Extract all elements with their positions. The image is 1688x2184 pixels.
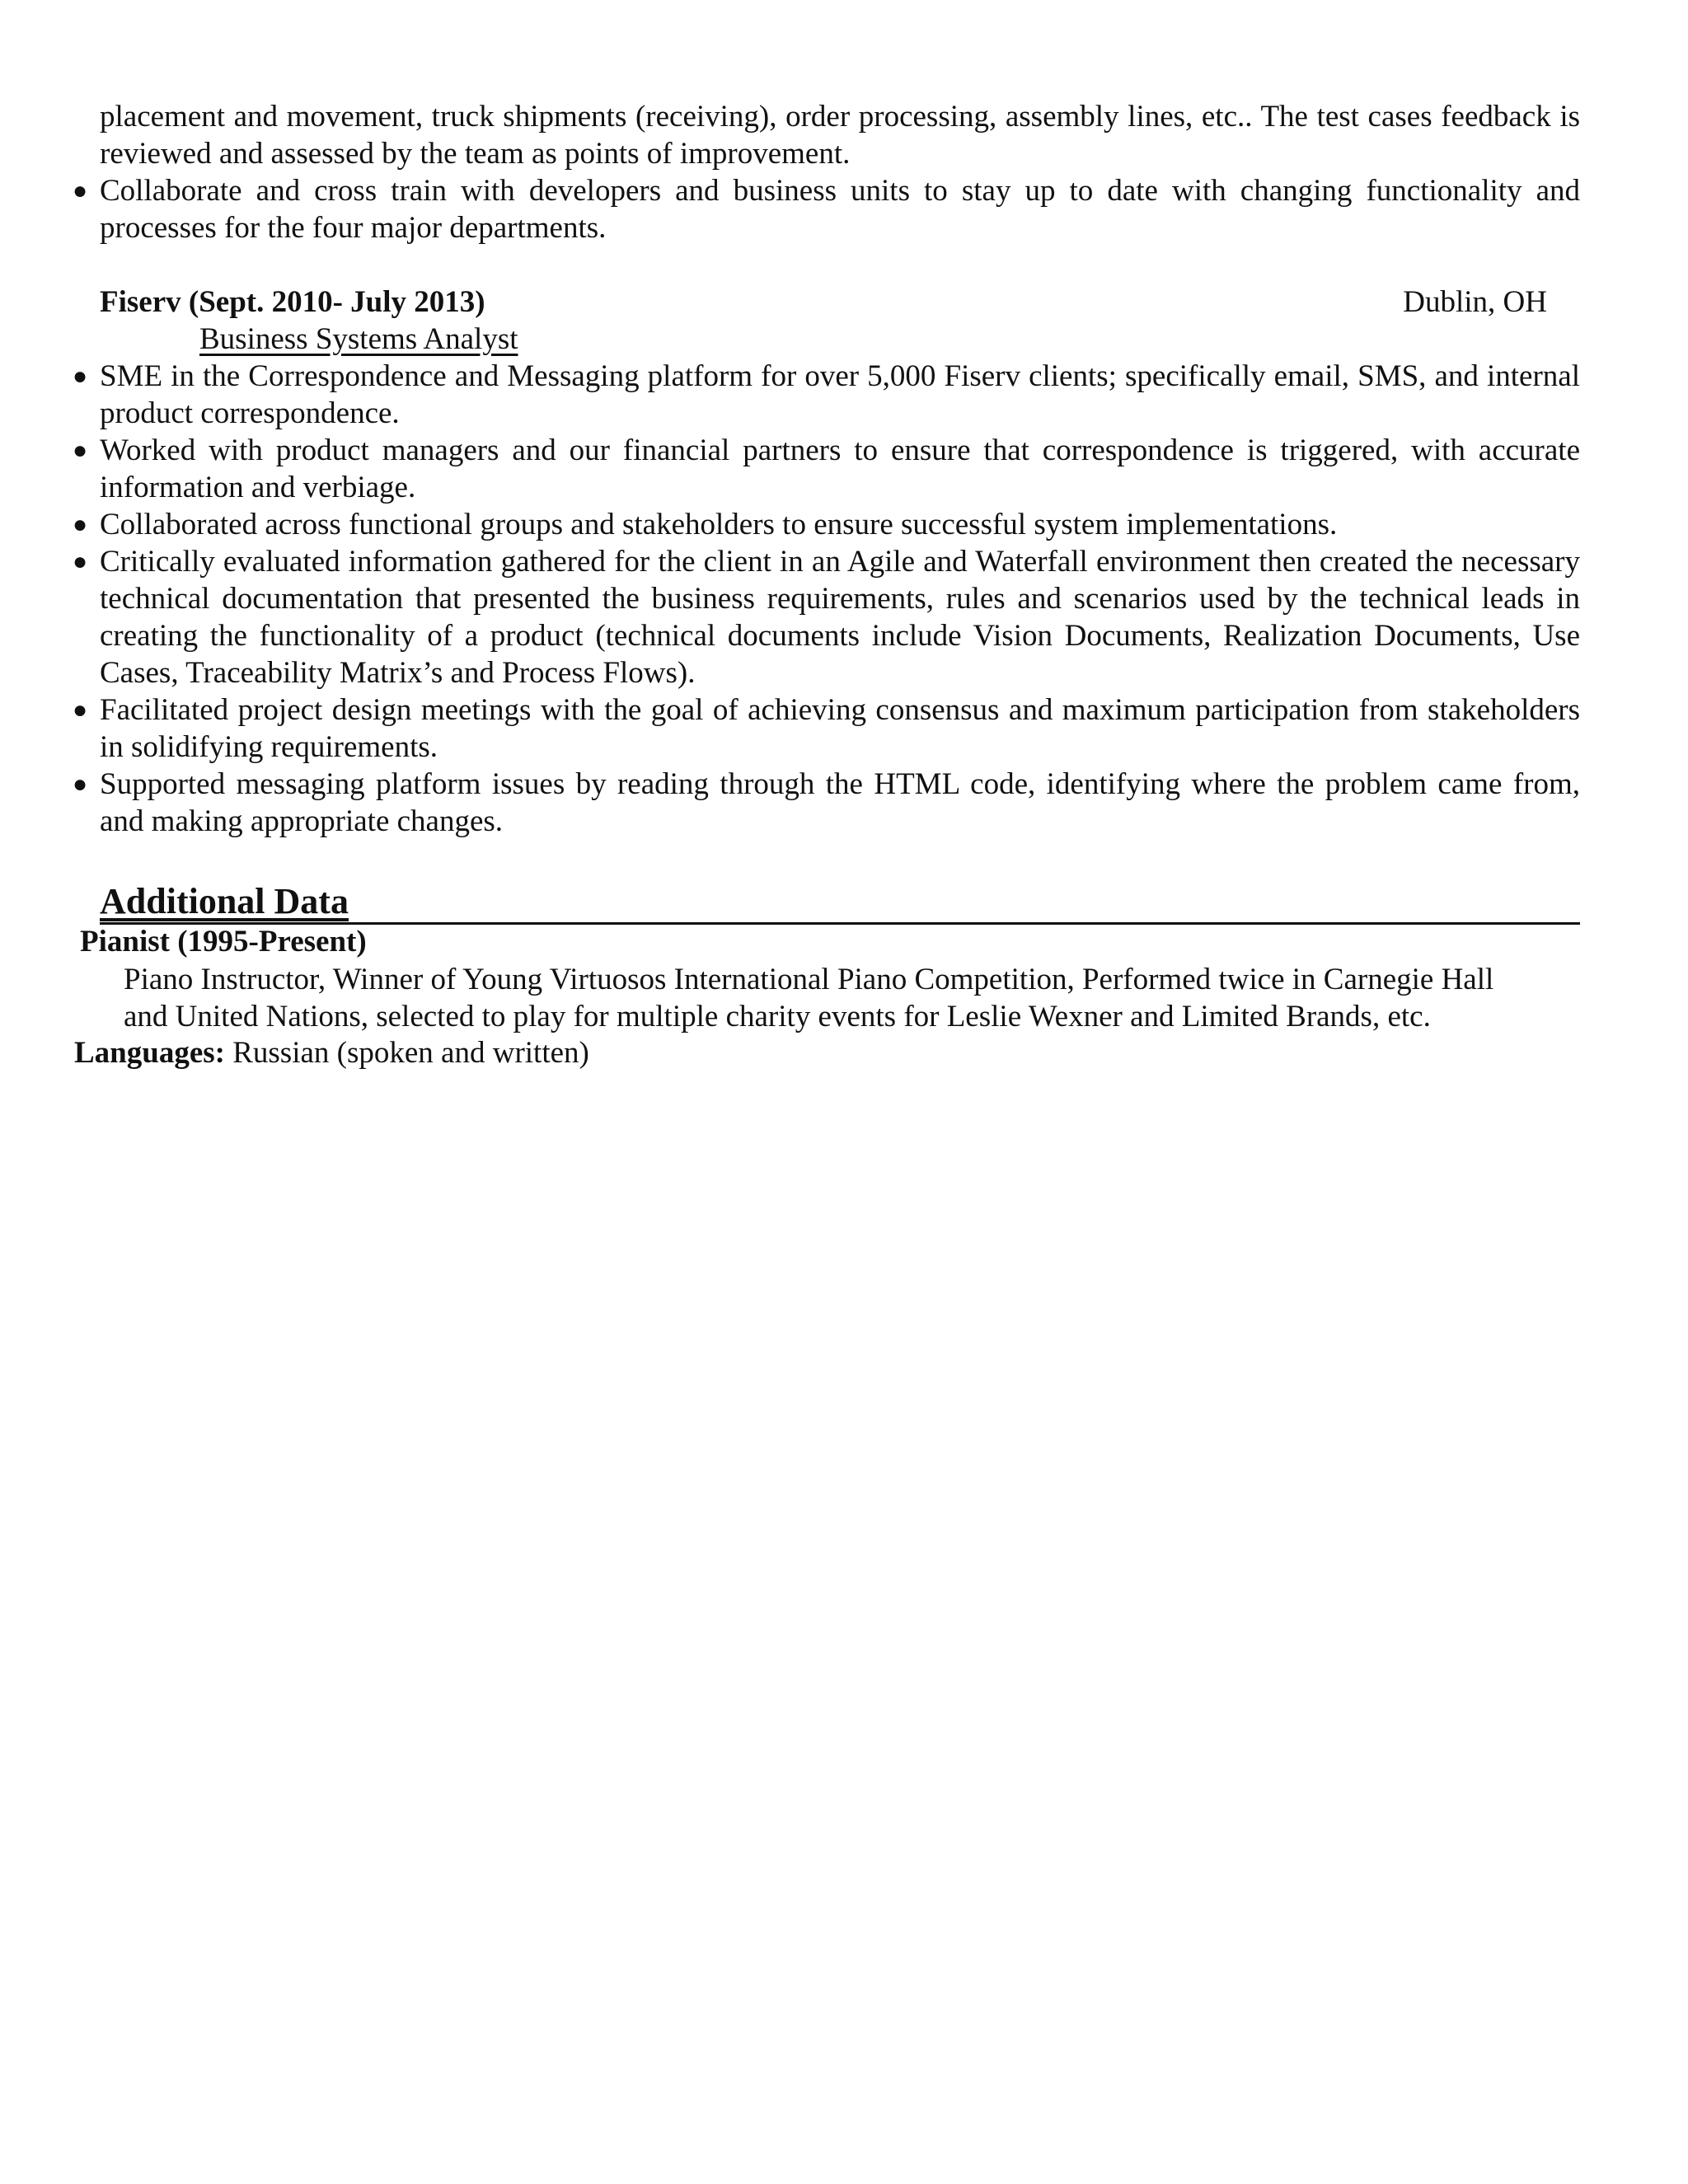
list-item [0, 506, 1580, 543]
job-title: Business Systems Analyst [199, 322, 518, 356]
bullet-text: Collaborate and cross train with developers and business units to stay up to date with changing functionality and processes for the four major departments. [100, 174, 1580, 245]
bullet-icon: ● [73, 548, 88, 575]
job-location: Dublin, OH [1403, 285, 1547, 319]
job-bullets [0, 358, 1580, 840]
list-item [0, 691, 1580, 766]
bullet-text: Critically evaluated information gathered for the client in an Agile and Waterfall environment then created the necessary technical documentation that presented the business requirements, rules and scenarios used by the technical leads in creating the functionality of a product (technical documents include Vision Documents, Realization Documents, Use Cases, Traceability Matrix’s and Process Flows). [100, 545, 1580, 690]
bullet-text: Supported messaging platform issues by reading through the HTML code, identifying where the problem came from, and making appropriate changes. [100, 767, 1580, 838]
bullet-text: SME in the Correspondence and Messaging platform for over 5,000 Fiserv clients; specifically email, SMS, and internal product correspondence. [100, 359, 1580, 430]
section-heading-text: Additional Data [100, 881, 349, 921]
job-header [100, 284, 1547, 321]
bullet-text: Collaborated across functional groups and stakeholders to ensure successful system implementations. [100, 508, 1338, 541]
languages-line [74, 1034, 589, 1071]
pianist-description [124, 961, 1604, 1035]
bullet-icon: ● [73, 696, 88, 724]
previous-job-bullets [0, 172, 1580, 246]
bullet-icon: ● [73, 771, 88, 798]
list-item [0, 432, 1580, 506]
list-item [0, 172, 1580, 246]
company-name: Fiserv (Sept. 2010- July 2013) [100, 285, 485, 319]
pianist-description-line: and United Nations, selected to play for multiple charity events for Leslie Wexner and Limited Brands, etc. [124, 1000, 1431, 1033]
bullet-text: Facilitated project design meetings with the goal of achieving consensus and maximum participation from stakeholders in solidifying requirements. [100, 693, 1580, 764]
continued-paragraph: placement and movement, truck shipments (receiving), order processing, assembly lines, etc.. The test cases feedback is reviewed and assessed by the team as points of improvement. [100, 100, 1580, 171]
bullet-text: Worked with product managers and our financial partners to ensure that correspondence is triggered, with accurate information and verbiage. [100, 434, 1580, 504]
section-heading-additional-data [100, 881, 1580, 925]
languages-value: Russian (spoken and written) [232, 1036, 589, 1070]
pianist-heading: Pianist (1995-Present) [80, 925, 367, 958]
bullet-icon: ● [73, 437, 88, 464]
bullet-icon: ● [73, 363, 88, 390]
bullet-icon: ● [73, 511, 88, 538]
languages-label: Languages: [74, 1036, 225, 1070]
bullet-icon: ● [73, 177, 88, 204]
list-item [0, 358, 1580, 432]
pianist-description-line: Piano Instructor, Winner of Young Virtuosos International Piano Competition, Performed twice in Carnegie Hall [124, 963, 1494, 996]
list-item [0, 766, 1580, 840]
list-item [0, 543, 1580, 691]
